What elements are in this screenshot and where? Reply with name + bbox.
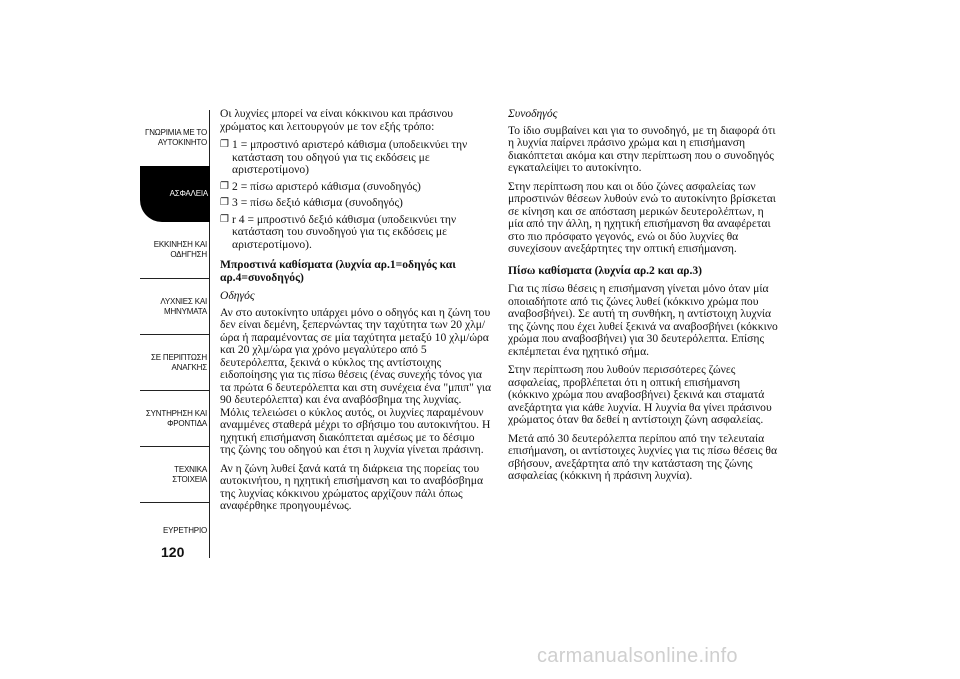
list-item	[220, 139, 492, 177]
section-heading: Μπροστινά καθίσματα (λυχνία αρ.1=οδηγός και αρ.4=συνοδηγός)	[220, 258, 456, 284]
intro-paragraph: Οι λυχνίες μπορεί να είναι κόκκινου και πράσινου χρώματος και λειτουργούν με τον εξής τρόπο:	[220, 107, 454, 133]
tab-label: ΕΚΚΙΝΗΣΗ ΚΑΙ ΟΔΗΓΗΣΗ	[153, 240, 207, 259]
body-paragraph: Στην περίπτωση που και οι δύο ζώνες ασφαλείας των μπροστινών θέσεων λυθούν ενώ το αυτοκίνητο βρίσκεται σε κίνηση και σε απόσταση μερικών δευτερολέπτων, η μία από την άλλη, η ηχητική επισήμανση θα αναφέρεται στο πιο πρόσφατο γεγονός, ενώ οι δύο λυχνίες θα συνεχίσουν ανεξάρτητες την οπτική επισήμανση.	[508, 179, 776, 255]
list-item	[220, 181, 492, 194]
tab-label: ΣΕ ΠΕΡΙΠΤΩΣΗ ΑΝΑΓΚΗΣ	[151, 352, 207, 372]
body-paragraph: Αν η ζώνη λυθεί ξανά κατά τη διάρκεια της πορείας του αυτοκινήτου, η ηχητική επισήμανση και το αναβόσβημα της λυχνίας κόκκινου χρώματος αρχίζουν πάλι όπως αναφέρθηκε προηγουμένως.	[220, 461, 484, 512]
tab-starting-driving[interactable]	[140, 222, 210, 278]
list-item-text: 1 = μπροστινό αριστερό κάθισμα (υποδεικνύει την κατάσταση του οδηγού για τις εκδόσεις με αριστεροτίμονο)	[232, 138, 468, 176]
tab-warning-lights[interactable]	[140, 278, 210, 334]
tab-label: ΓΝΩΡΙΜΙΑ ΜΕ ΤΟ ΑΥΤΟΚΙΝΗΤΟ	[145, 128, 207, 147]
tab-label: ΑΣΦΑΛΕΙΑ	[169, 189, 208, 198]
body-paragraph: Αν στο αυτοκίνητο υπάρχει μόνο ο οδηγός και η ζώνη του δεν είναι δεμένη, ξεπερνώντας την ταχύτητα των 20 χλμ/ώρα ή παραμένοντας σε μία ταχύτητα μεταξύ 10 χλμ/ώρα και 20 χλμ/ώρα για χρόνο μεγαλύτερο από 5 δευτερόλεπτα, ξεκινά ο κύκλος της αντίστοιχης ειδοποίησης για τις πίσω θέσεις (ένας συνεχής τόνος για τα πρώτα 6 δευτερόλεπτα και στη συνέχεια ένα "μπιπ" για 90 δευτερόλεπτα) και ένα αναβόσβημα της λυχνίας. Μόλις τελειώσει ο κύκλος αυτός, οι λυχνίες παραμένουν αναμμένες σταθερά μέχρι το σβήσιμο του αυτοκινήτου. Η ηχητική επισήμανση διακόπτεται αμέσως με το δέσιμο της ζώνης του οδηγού και έτσι η λυχνία γίνεται πράσινη.	[220, 305, 492, 456]
checkbox-bullet-icon: ❐	[220, 180, 229, 192]
watermark: carmanualsonline.info	[537, 645, 738, 667]
tab-label: ΛΥΧΝΙΕΣ ΚΑΙ ΜΗΝΥΜΑΤΑ	[160, 296, 207, 316]
column-right	[508, 108, 780, 489]
tab-getting-to-know[interactable]	[140, 110, 210, 166]
checkbox-bullet-icon: ❐	[220, 197, 229, 208]
checkbox-bullet-icon: ❐	[220, 139, 229, 150]
tab-maintenance[interactable]	[140, 390, 210, 446]
tab-label: ΤΕΧΝΙΚΑ ΣΤΟΙΧΕΙΑ	[172, 464, 207, 484]
checkbox-bullet-icon: ❐	[220, 213, 229, 225]
list-item	[220, 197, 492, 210]
page-number: 120	[161, 544, 185, 560]
section-heading: Πίσω καθίσματα (λυχνία αρ.2 και αρ.3)	[508, 263, 703, 277]
section-subheading: Συνοδηγός	[508, 107, 558, 120]
section-subheading: Οδηγός	[220, 289, 255, 302]
list-item-text: 2 = πίσω αριστερό κάθισμα (συνοδηγός)	[232, 179, 421, 193]
body-paragraph: Το ίδιο συμβαίνει και για το συνοδηγό, με τη διαφορά ότι η λυχνία παίρνει πράσινο χρώμα και η επισήμανση διακόπτεται ακόμα και στην περίπτωση που ο συνοδηγός εγκαταλείψει το αυτοκίνητο.	[508, 123, 776, 174]
body-paragraph: Για τις πίσω θέσεις η επισήμανση γίνεται μόνο όταν μία οποιαδήποτε από τις ζώνες λυθεί (κόκκινο χρώμα που αναβοσβήνει). Σε αυτή τη συνθήκη, η αντίστοιχη λυχνία της ζώνης που έχει λυθεί ξεκινά να αναβοσβήνει (κόκκινο χρώμα που αναβοσβήνει) για 30 δευτερόλεπτα. Επίσης εκπέμπεται ένα ηχητικό σήμα.	[508, 282, 778, 358]
body-paragraph: Μετά από 30 δευτερόλεπτα περίπου από την τελευταία επισήμανση, οι αντίστοιχες λυχνίες για τις πίσω θέσεις θα σβήσουν, ανεξάρτητα από την κατάσταση της ζώνης ασφαλείας (κόκκινη ή πράσινη λυχνία).	[508, 431, 778, 482]
tab-label: ΣΥΝΤΗΡΗΣΗ ΚΑΙ ΦΡΟΝΤΙΔΑ	[145, 408, 207, 428]
tab-technical-data[interactable]	[140, 446, 210, 502]
list-item	[220, 214, 492, 252]
tab-emergency[interactable]	[140, 334, 210, 390]
column-left	[220, 108, 492, 519]
list-item-text: 3 = πίσω δεξιό κάθισμα (συνοδηγός)	[232, 196, 403, 209]
tab-label: ΕΥΡΕΤΗΡΙΟ	[163, 525, 207, 535]
tab-safety[interactable]	[140, 166, 210, 222]
body-paragraph: Στην περίπτωση που λυθούν περισσότερες ζώνες ασφαλείας, προβλέπεται ότι η οπτική επισήμανση (κόκκινο χρώμα που αναβοσβήνει) ξεκινά και σταματά ανεξάρτητα για κάθε λυχνία. Η λυχνία θα γίνει πράσινου χρώματος όταν θα δεθεί η αντίστοιχη ζώνη ασφαλείας.	[508, 363, 772, 426]
list-item-text: r 4 = μπροστινό δεξιό κάθισμα (υποδεικνύει την κατάσταση του συνοδηγού για τις εκδόσεις με αριστεροτίμονο).	[232, 212, 457, 251]
